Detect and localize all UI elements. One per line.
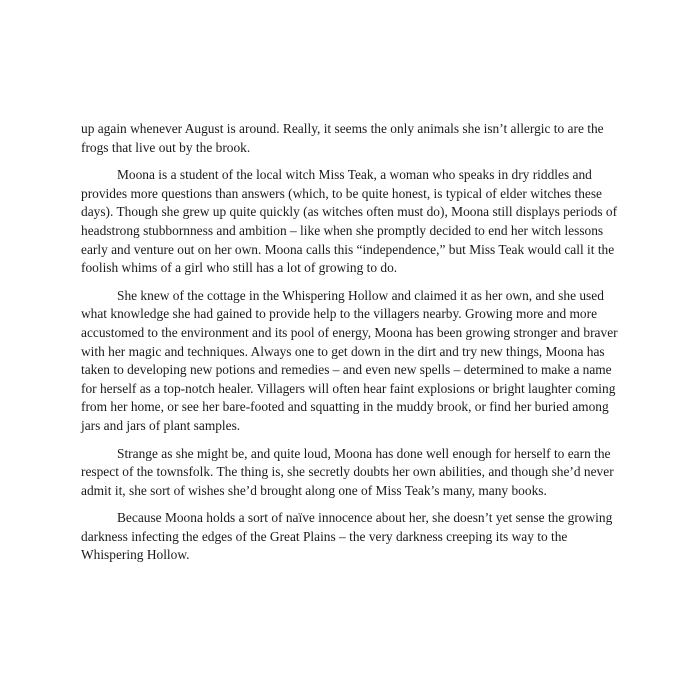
paragraph-darkness: Because Moona holds a sort of naïve innocence about her, she doesn’t yet sense the growing darkness infecting the edges of the Great Plains – the very darkness creeping its way to the Whispering Hollow. (81, 510, 613, 563)
document-body (81, 120, 621, 574)
paragraph-cottage: She knew of the cottage in the Whispering Hollow and claimed it as her own, and she used what knowledge she had gained to provide help to the villagers nearby. Growing more and more accustomed to the environment and its pool of energy, Moona has been growing stronger and braver with her magic and techniques. Always one to get down in the dirt and try new things, Moona has taken to developing new potions and remedies – and even new spells – determined to make a name for herself as a top-notch healer. Villagers will often hear faint explosions or bright laughter coming from her home, or see her bare-footed and squatting in the muddy brook, or find her buried among jars and jars of plant samples. (81, 287, 618, 433)
paragraph-moona-student: Moona is a student of the local witch Miss Teak, a woman who speaks in dry riddles and provides more questions than answers (which, to be quite honest, is typical of elder witches these days). Though she grew up quite quickly (as witches often must do), Moona still displays periods of headstrong stubbornness and ambition – like when she promptly decided to end her witch lessons early and venture out on her own. Moona calls this “independence,” but Miss Teak would call it the foolish whims of a girl who still has a lot of growing to do. (81, 167, 618, 276)
paragraph-continuation: up again whenever August is around. Really, it seems the only animals she isn’t allergic to are the frogs that live out by the brook. (81, 121, 604, 155)
paragraph-townsfolk: Strange as she might be, and quite loud, Moona has done well enough for herself to earn the respect of the townsfolk. The thing is, she secretly doubts her own abilities, and though she’d never admit it, she sort of wishes she’d brought along one of Miss Teak’s many, many books. (81, 445, 614, 498)
